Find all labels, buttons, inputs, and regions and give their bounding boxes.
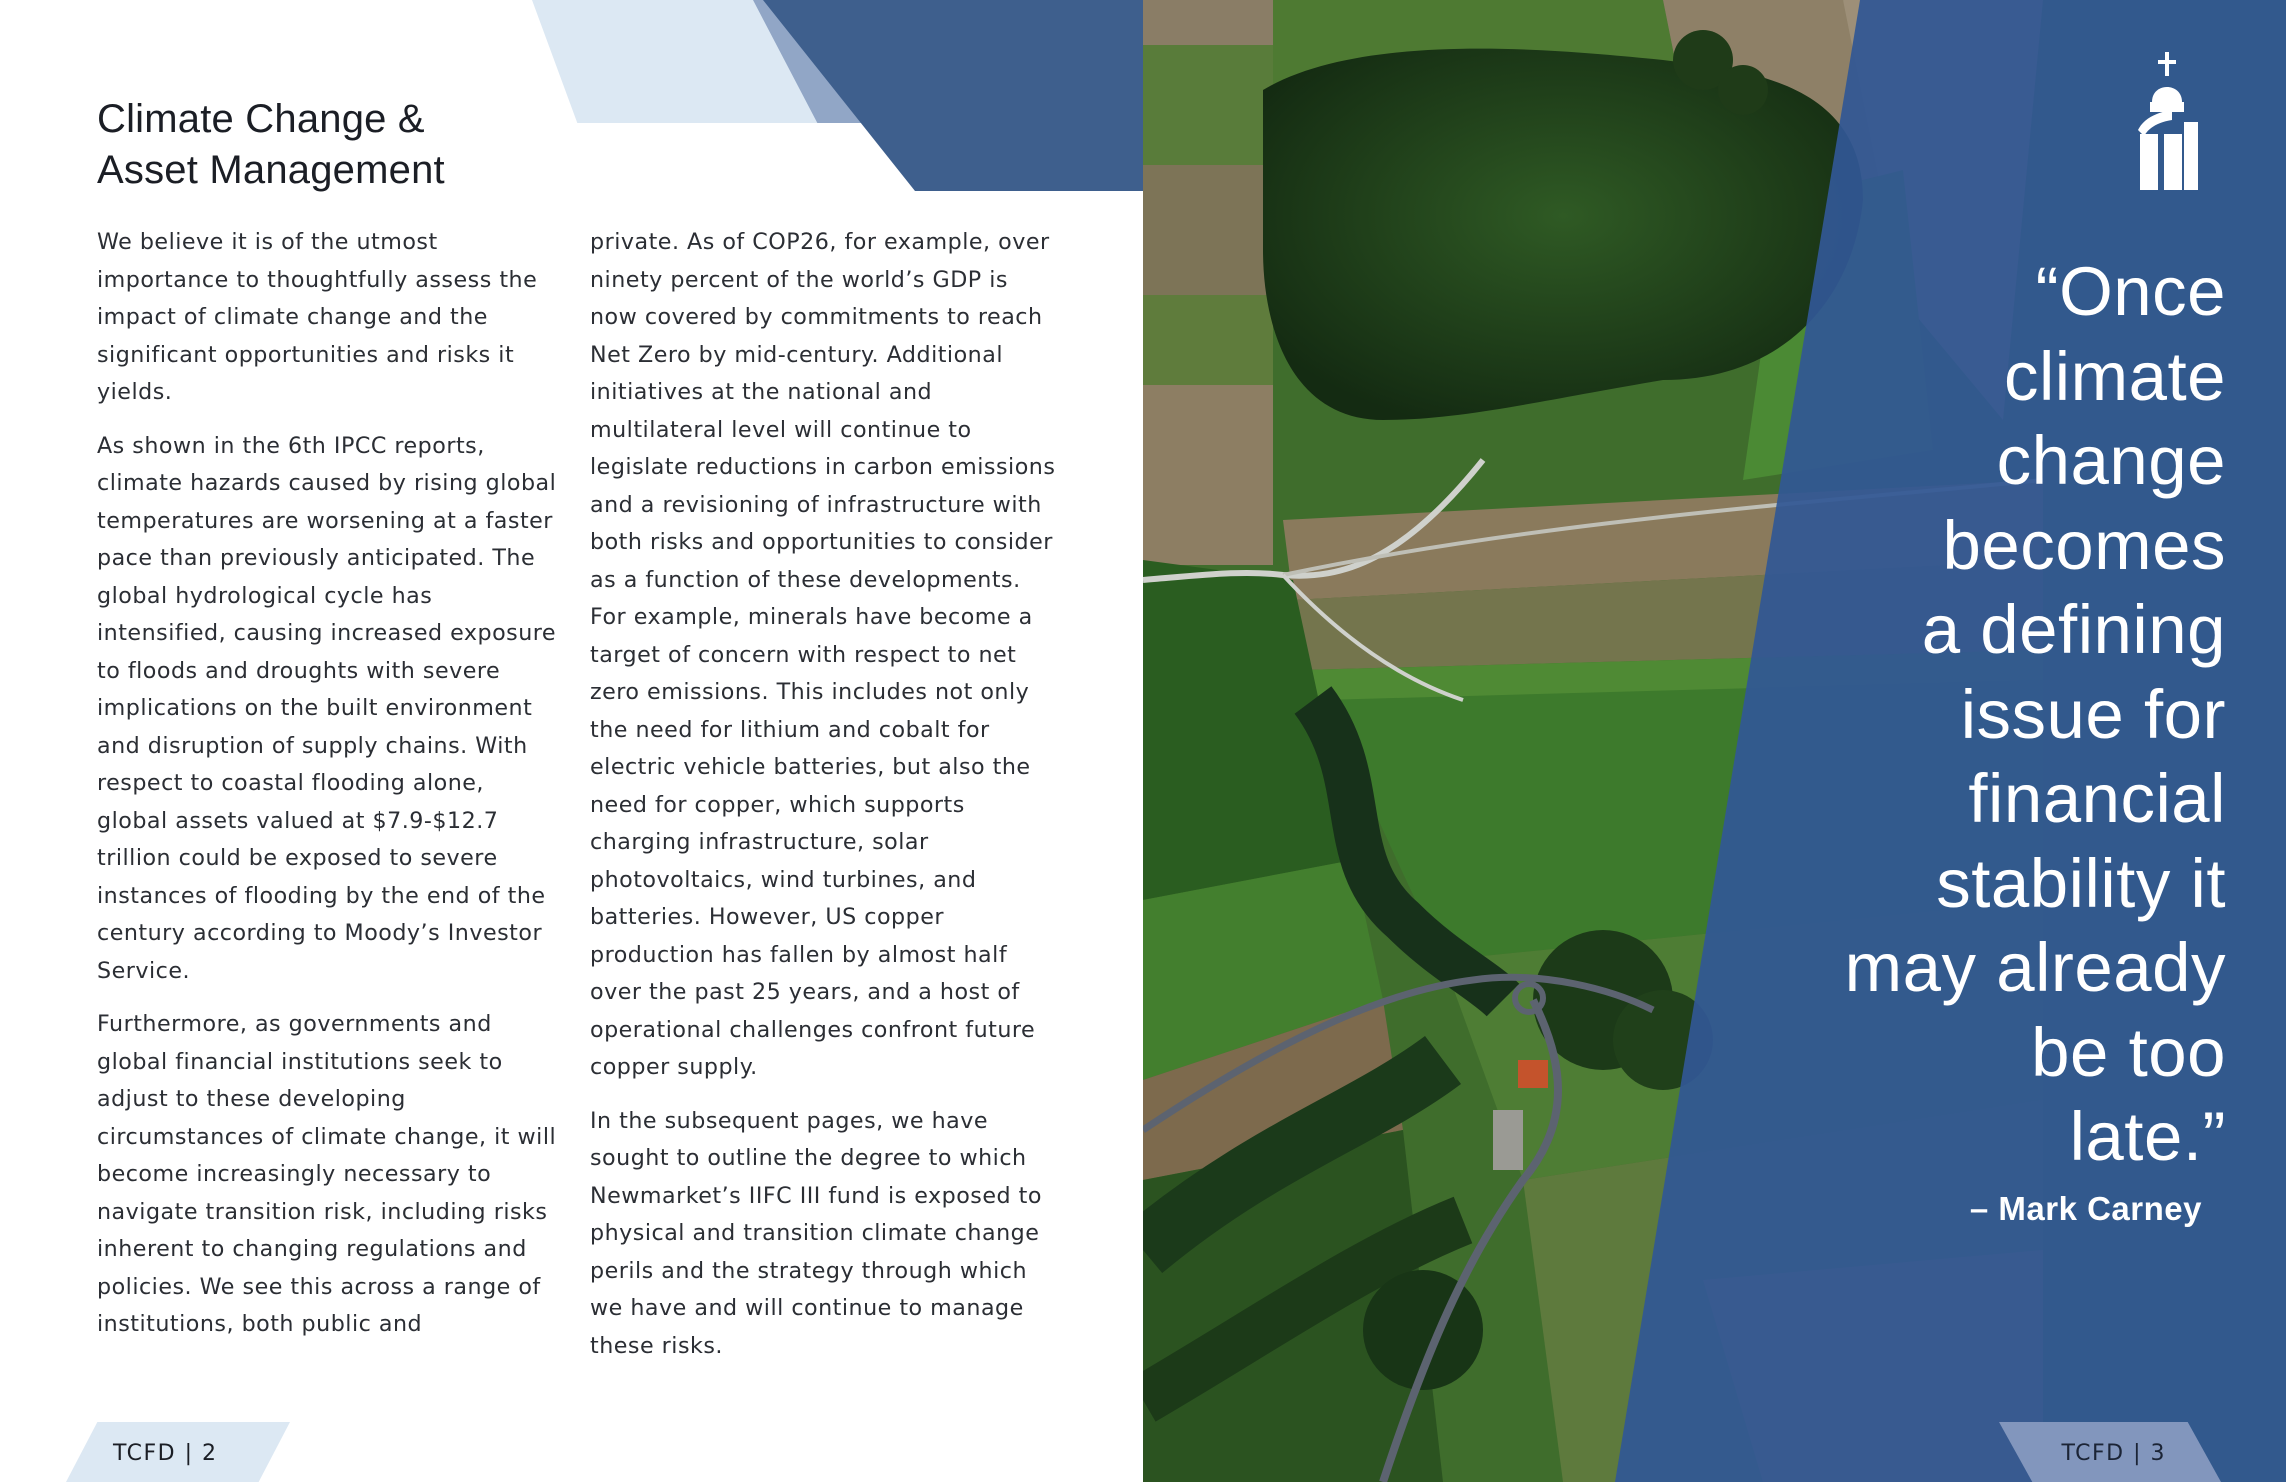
quote-line: may already [1844, 929, 2226, 1006]
quote-line: late.” [2069, 1098, 2226, 1175]
page-title-line-1: Climate Change & [97, 97, 425, 141]
quote-line: be too [2031, 1013, 2226, 1091]
paragraph: In the subsequent pages, we have sought to outline the degree to which Newmarket’s IIFC III fund is exposed to physical and transition climate change perils and the strategy through which we have and will continue to manage these risks. [590, 1107, 1042, 1359]
page-title-line-2: Asset Management [97, 148, 445, 192]
page-title [97, 94, 567, 196]
quote-line: change [1996, 422, 2226, 499]
quote-line: becomes [1942, 506, 2226, 584]
paragraph: We believe it is of the utmost importance to thoughtfully assess the impact of climate change and the significant opportunities and risks it yields. [97, 229, 538, 405]
text-column-2 [590, 224, 1060, 1381]
quote-attribution: – Mark Carney [1969, 1190, 2202, 1227]
paragraph: private. As of COP26, for example, over ninety percent of the world’s GDP is now covered by commitments to reach Net Zero by mid-century. Additional initiatives at the national and multilateral level will continue to legislate reductions in carbon emissions and a revisioning of infrastructure with both risks and opportunities to consider as a function of these developments. For example, minerals have become a target of concern with respect to net zero emissions. This includes not only the need for lithium and cobalt for electric vehicle batteries, but also the need for copper, which supports charging infrastructure, solar photovoltaics, wind turbines, and batteries. However, US copper production has fallen by almost half over the past 25 years, and a host of operational challenges confront future copper supply. [590, 229, 1056, 1080]
right-page [1143, 0, 2286, 1482]
page-number-label: TCFD | 2 [113, 1441, 218, 1466]
paragraph: Furthermore, as governments and global financial institutions seek to adjust to these developing circumstances of climate change, it will become increasingly necessary to navigate transition risk, including risks inherent to changing regulations and policies. We see this across a range of institutions, both public and [97, 1011, 557, 1337]
building-dome-cross-icon [2130, 52, 2204, 192]
quote-line: stability it [1936, 844, 2226, 922]
page-number-label: TCFD | 3 [2061, 1441, 2166, 1466]
quote-line: climate [2003, 337, 2226, 415]
quote-line: “Once [2035, 253, 2226, 330]
pull-quote [1666, 250, 2226, 1180]
quote-line: financial [1968, 760, 2226, 837]
text-column-1 [97, 224, 557, 1360]
quote-line: issue for [1960, 675, 2226, 753]
quote-line: a defining [1921, 591, 2226, 668]
paragraph: As shown in the 6th IPCC reports, climate hazards caused by rising global temperatures are worsening at a faster pace than previously anticipated. The global hydrological cycle has intensified, causing increased exposure to floods and droughts with severe implications on the built environment and disruption of supply chains. With respect to coastal flooding alone, global assets valued at $7.9-$12.7 trillion could be exposed to severe instances of flooding by the end of the century according to Moody’s Investor Service. [97, 432, 557, 984]
